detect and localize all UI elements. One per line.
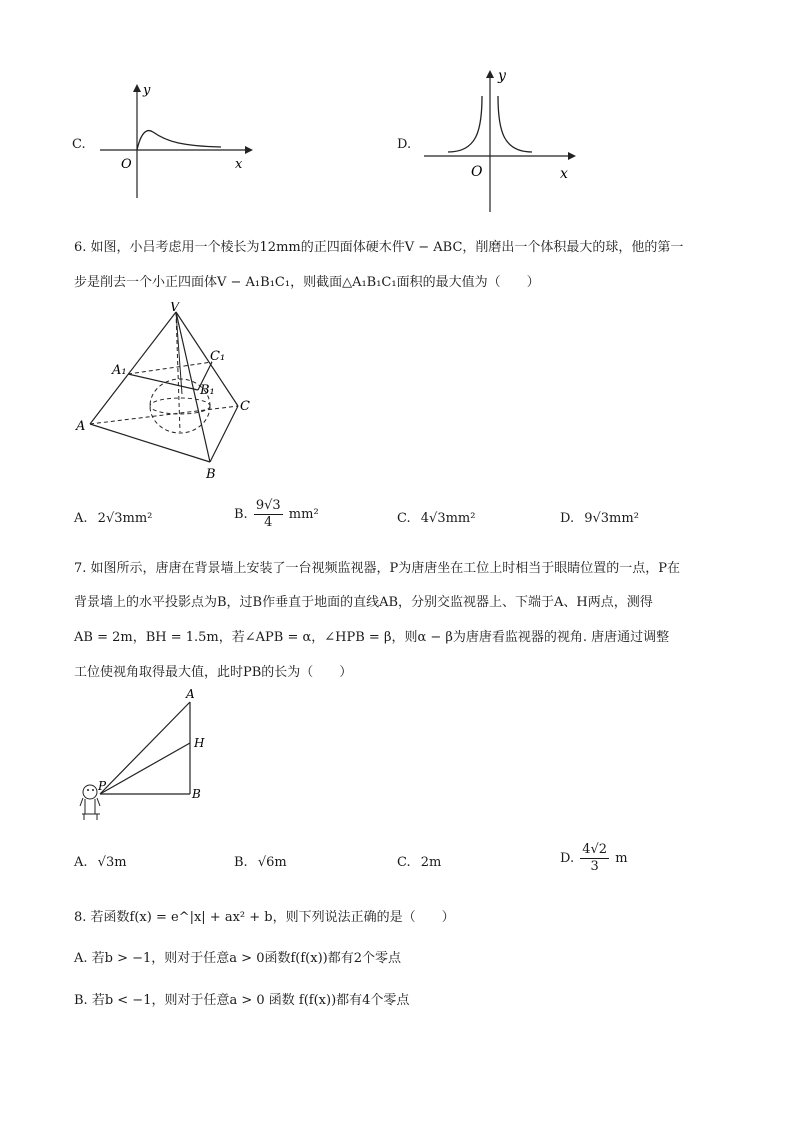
graph-d-y-arrow xyxy=(486,70,494,78)
q7-option-b[interactable] xyxy=(234,855,287,870)
graph-c-y-label: y xyxy=(143,83,151,98)
q7-text-line2: 背景墙上的水平投影点为B，过B作垂直于地面的直线AB，分别交监视器上、下端于A、H两点，测得 xyxy=(74,595,653,610)
option-text: √3m xyxy=(97,855,127,870)
edge-bc xyxy=(210,406,238,462)
person-icon xyxy=(80,785,100,820)
option-letter: C. xyxy=(397,511,411,526)
edge-ac-hidden xyxy=(90,406,238,424)
label-c1: C₁ xyxy=(210,349,226,364)
q6-option-a[interactable] xyxy=(74,511,152,526)
line-ph xyxy=(100,743,190,794)
q6-option-d[interactable] xyxy=(560,511,639,526)
option-fraction xyxy=(580,842,609,875)
q6-text-line1: 6. 如图，小吕考虑用一个棱长为12mm的正四面体硬木件V − ABC，削磨出一个体积最大的球，他的第一 xyxy=(74,240,684,255)
option-letter: B. xyxy=(234,855,248,870)
graph-c-origin-label: O xyxy=(121,157,132,172)
fraction-denominator: 4 xyxy=(264,515,273,530)
option-text: √6m xyxy=(257,855,287,870)
label-b1: B₁ xyxy=(200,383,215,398)
option-letter: D. xyxy=(560,511,575,526)
q6-option-c[interactable] xyxy=(397,511,475,526)
option-letter: A. xyxy=(74,511,88,526)
graph-d-curve-right xyxy=(498,96,532,152)
graph-c-x-label: x xyxy=(235,157,243,172)
q6-text-line2: 步是削去一个小正四面体V − A₁B₁C₁，则截面△A₁B₁C₁面积的最大值为（ ） xyxy=(74,275,540,290)
label-c: C xyxy=(240,399,250,414)
fraction-denominator: 3 xyxy=(590,859,599,874)
label-h: H xyxy=(194,736,205,750)
edge-va xyxy=(90,312,176,424)
option-text: 4√3mm² xyxy=(420,511,476,526)
q8-text-line1: 8. 若函数f(x) = e^|x| + ax² + b，则下列说法正确的是（ ） xyxy=(74,910,455,925)
option-letter: D. xyxy=(560,851,575,866)
q6-tetrahedron-figure xyxy=(72,302,272,482)
q7-monitor-figure xyxy=(72,686,222,828)
edge-a1c1-hidden xyxy=(128,362,212,374)
q7-text-line4: 工位使视角取得最大值，此时PB的长为（ ） xyxy=(74,665,353,680)
graph-d-curve-left xyxy=(448,96,482,152)
fraction-numerator: 9√3 xyxy=(255,498,281,513)
graph-d-x-label: x xyxy=(560,166,568,182)
label-a: A xyxy=(186,687,195,701)
option-letter: A. xyxy=(74,855,88,870)
edge-ab xyxy=(90,424,210,462)
q7-option-c[interactable] xyxy=(397,855,441,870)
sphere-equator xyxy=(150,398,210,414)
option-text: 9√3mm² xyxy=(584,511,639,526)
label-b: B xyxy=(192,787,201,801)
option-unit: mm² xyxy=(288,507,319,522)
q8-option-a[interactable]: A. 若b > −1，则对于任意a > 0函数f(f(x))都有2个零点 xyxy=(74,951,401,966)
graph-d-label: D. xyxy=(397,137,412,152)
label-v: V xyxy=(170,302,180,315)
graph-c-x-arrow xyxy=(245,146,253,154)
option-letter: C. xyxy=(397,855,411,870)
q7-option-d[interactable] xyxy=(560,842,628,875)
q8-option-b[interactable]: B. 若b < −1，则对于任意a > 0 函数 f(f(x))都有4个零点 xyxy=(74,993,410,1008)
graph-c-y-arrow xyxy=(133,84,141,92)
q7-text-line1: 7. 如图所示，唐唐在背景墙上安装了一台视频监视器，P为唐唐坐在工位上时相当于眼睛位置的一点，P在 xyxy=(74,561,681,576)
graph-c-curve xyxy=(137,131,221,150)
option-text: 2m xyxy=(420,855,442,870)
graph-d-origin-label: O xyxy=(471,164,483,180)
label-a: A xyxy=(76,419,86,434)
option-fraction xyxy=(254,498,283,531)
graph-d xyxy=(420,66,580,216)
edge-a1b1 xyxy=(128,374,198,390)
label-b: B xyxy=(206,467,216,482)
option-unit: m xyxy=(615,851,628,866)
graph-d-x-arrow xyxy=(568,152,576,160)
label-p: P xyxy=(98,779,107,793)
fraction-numerator: 4√2 xyxy=(582,842,608,857)
graph-c xyxy=(95,80,255,200)
line-pa xyxy=(100,702,190,794)
q6-option-b[interactable] xyxy=(234,498,319,531)
graph-c-label: C. xyxy=(72,137,86,152)
option-text: 2√3mm² xyxy=(97,511,153,526)
option-letter: B. xyxy=(234,507,248,522)
q7-option-a[interactable] xyxy=(74,855,127,870)
label-a1: A₁ xyxy=(112,363,127,378)
graph-d-y-label: y xyxy=(498,68,506,84)
q7-text-line3: AB = 2m，BH = 1.5m，若∠APB = α，∠HPB = β，则α − β为唐唐看监视器的视角. 唐唐通过调整 xyxy=(74,630,670,645)
